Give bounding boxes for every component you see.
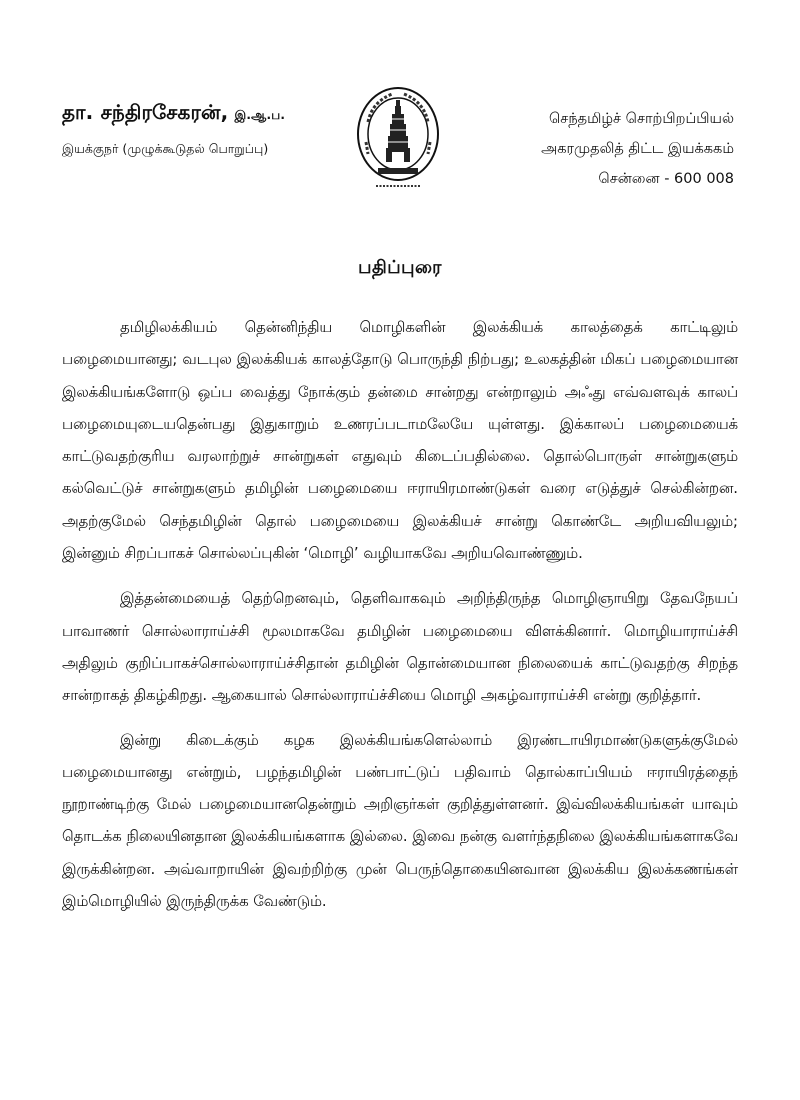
organization-line-2: அகரமுதலித் திட்ட இயக்ககம்	[541, 141, 734, 157]
sender-suffix: இ.ஆ.ப.	[234, 108, 286, 122]
document-body	[62, 312, 738, 931]
paragraph-3: இன்று கிடைக்கும் கழக இலக்கியங்களெல்லாம் இரண்டாயிரமாண்டுகளுக்குமேல் பழைமையானது என்றும், பழந்தமிழின் பண்பாட்டுப் பதிவாம் தொல்காப்பியம் ஈராயிரத்தைந் நூறாண்டிற்கு மேல் பழைமையானதென்றும் அறிஞர்கள் குறித்துள்ளனர். இவ்விலக்கியங்கள் யாவும் தொடக்க நிலையினதான இலக்கியங்களாக இல்லை. இவை நன்கு வளர்ந்தநிலை இலக்கியங்களாகவே இருக்கின்றன. அவ்வாறாயின் இவற்றிற்கு முன் பெருந்தொகையினவான இலக்கிய இலக்கணங்கள் இம்மொழியில் இருந்திருக்க வேண்டும்.	[62, 731, 738, 911]
paragraph-1: தமிழிலக்கியம் தென்னிந்திய மொழிகளின் இலக்கியக் காலத்தைக் காட்டிலும் பழைமையானது; வடபுல இலக்கியக் காலத்தோடு பொருந்தி நிற்பது; உலகத்தின் மிகப் பழைமையான இலக்கியங்களோடு ஒப்ப வைத்து நோக்கும் தன்மை சான்றது என்றாலும் அஃது எவ்வளவுக் காலப் பழைமையுடையதென்பது இதுகாறும் உணரப்படாமலேயே யுள்ளது. இக்காலப் பழைமையைக் காட்டுவதற்குரிய வரலாற்றுச் சான்றுகள் எதுவும் கிடைப்பதில்லை. தொல்பொருள் சான்றுகளும் கல்வெட்டுச் சான்றுகளும் தமிழின் பழைமையை ஈராயிரமாண்டுகள் வரை எடுத்துச் செல்கின்றன. அதற்குமேல் செந்தமிழின் தொல் பழைமையை இலக்கியச் சான்று கொண்டே அறியவியலும்; இன்னும் சிறப்பாகச் சொல்லப்புகின் ‘மொழி’ வழியாகவே அறியவொண்ணும்.	[62, 319, 738, 563]
sender-role: இயக்குநர் (முழுக்கூடுதல் பொறுப்பு)	[62, 141, 269, 156]
sender-name-line	[62, 100, 352, 127]
organization-line-1: செந்தமிழ்ச் சொற்பிறப்பியல்	[549, 111, 734, 127]
sender-name: தா. சந்திரசேகரன்,	[62, 100, 229, 124]
document-title: பதிப்புரை	[358, 257, 442, 278]
paragraph-2: இத்தன்மையைத் தெற்றெனவும், தெளிவாகவும் அறிந்திருந்த மொழிஞாயிறு தேவநேயப் பாவாணர் சொல்லாராய்ச்சி மூலமாகவே தமிழின் பழைமையை விளக்கினார். மொழியாராய்ச்சி அதிலும் குறிப்பாகச்சொல்லாராய்ச்சிதான் தமிழின் தொன்மையான நிலையைக் காட்டுவதற்கு சிறந்த சான்றாகத் திகழ்கிறது. ஆகையால் சொல்லாராய்ச்சியை மொழி அகழ்வாராய்ச்சி என்று குறித்தார்.	[62, 590, 738, 705]
organization-block	[454, 104, 734, 194]
tamil-nadu-emblem-icon	[352, 82, 444, 194]
organization-address: சென்னை - 600 008	[598, 171, 734, 187]
sender-block	[62, 100, 352, 158]
